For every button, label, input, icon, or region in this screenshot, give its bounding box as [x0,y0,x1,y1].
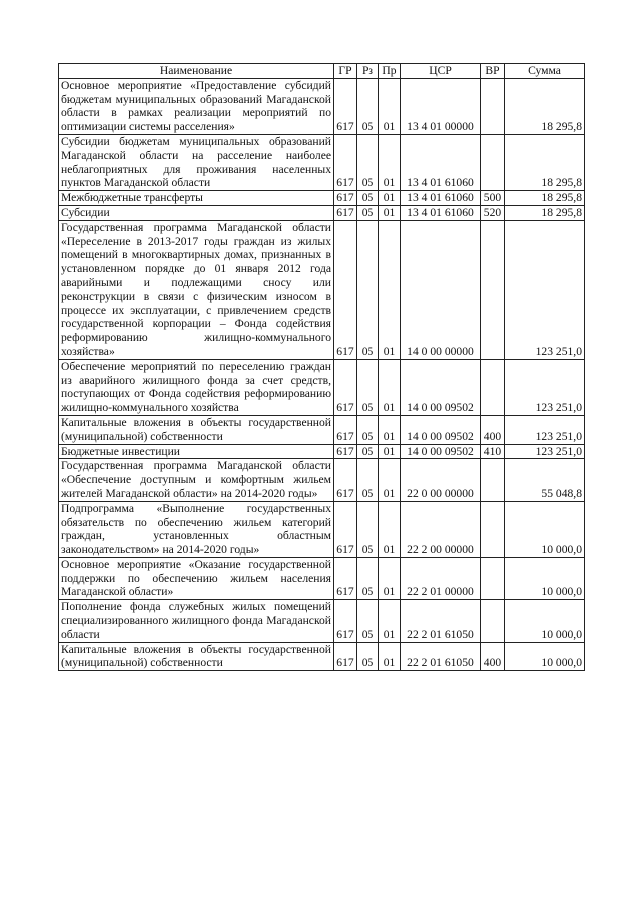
table-row [59,205,585,220]
cell-pr: 01 [379,134,401,190]
cell-rz: 05 [357,459,379,501]
header-vr: ВР [481,64,505,79]
cell-sum: 18 295,8 [505,205,585,220]
cell-vr [481,78,505,134]
cell-name: Субсидии [59,205,334,220]
cell-pr: 01 [379,557,401,599]
cell-csr: 14 0 00 09502 [401,415,481,444]
cell-rz: 05 [357,134,379,190]
cell-vr [481,134,505,190]
cell-sum: 10 000,0 [505,501,585,557]
cell-pr: 01 [379,205,401,220]
cell-sum: 10 000,0 [505,600,585,642]
cell-gr: 617 [334,220,357,359]
cell-csr: 13 4 01 61060 [401,134,481,190]
cell-csr: 14 0 00 09502 [401,444,481,459]
cell-gr: 617 [334,444,357,459]
cell-gr: 617 [334,134,357,190]
cell-pr: 01 [379,444,401,459]
cell-csr: 13 4 01 61060 [401,191,481,206]
cell-name: Межбюджетные трансферты [59,191,334,206]
cell-rz: 05 [357,415,379,444]
cell-vr: 500 [481,191,505,206]
cell-gr: 617 [334,191,357,206]
cell-gr: 617 [334,557,357,599]
cell-csr: 14 0 00 09502 [401,359,481,415]
cell-name: Обеспечение мероприятий по переселению граждан из аварийного жилищного фонда за счет средств, поступающих от Фонда содействия реформированию жилищно-коммунального хозяйства [59,359,334,415]
table-row [59,642,585,671]
cell-gr: 617 [334,205,357,220]
cell-name: Капитальные вложения в объекты государственной (муниципальной) собственности [59,642,334,671]
cell-vr: 400 [481,642,505,671]
cell-csr: 22 2 01 00000 [401,557,481,599]
cell-csr: 13 4 01 61060 [401,205,481,220]
cell-name: Государственная программа Магаданской области «Переселение в 2013-2017 годы граждан из жилых помещений в многоквартирных домах, признанных в установленном порядке до 01 января 2012 года аварийными и подлежащими сносу или реконструкции в связи с физическим износом в процессе их эксплуатации, с привлечением средств государственной корпорации – Фонда содействия реформированию жилищно-коммунального хозяйства» [59,220,334,359]
cell-rz: 05 [357,220,379,359]
cell-sum: 10 000,0 [505,557,585,599]
cell-csr: 13 4 01 00000 [401,78,481,134]
cell-rz: 05 [357,600,379,642]
table-header [59,64,585,79]
table-row [59,600,585,642]
table-body [59,78,585,670]
table-row [59,459,585,501]
cell-vr: 400 [481,415,505,444]
cell-sum: 18 295,8 [505,134,585,190]
table-row [59,134,585,190]
cell-sum: 123 251,0 [505,444,585,459]
header-csr: ЦСР [401,64,481,79]
cell-sum: 123 251,0 [505,359,585,415]
cell-name: Пополнение фонда служебных жилых помещений специализированного жилищного фонда Магаданской области [59,600,334,642]
cell-pr: 01 [379,415,401,444]
cell-pr: 01 [379,78,401,134]
table-row [59,78,585,134]
cell-vr [481,220,505,359]
cell-gr: 617 [334,78,357,134]
cell-rz: 05 [357,557,379,599]
cell-name: Подпрограмма «Выполнение государственных обязательств по обеспечению жильем категорий граждан, установленных областным законодательством» на 2014-2020 годы» [59,501,334,557]
cell-pr: 01 [379,191,401,206]
table-row [59,501,585,557]
cell-rz: 05 [357,205,379,220]
table-row [59,557,585,599]
cell-rz: 05 [357,642,379,671]
cell-vr [481,557,505,599]
budget-table [58,63,585,671]
table-row [59,415,585,444]
cell-gr: 617 [334,359,357,415]
cell-vr: 410 [481,444,505,459]
cell-name: Основное мероприятие «Предоставление субсидий бюджетам муниципальных образований Магаданской области в рамках реализации мероприятий по оптимизации системы расселения» [59,78,334,134]
cell-csr: 14 0 00 00000 [401,220,481,359]
cell-vr [481,600,505,642]
cell-gr: 617 [334,501,357,557]
cell-gr: 617 [334,600,357,642]
cell-pr: 01 [379,459,401,501]
header-rz: Рз [357,64,379,79]
cell-rz: 05 [357,444,379,459]
header-sum: Сумма [505,64,585,79]
cell-csr: 22 2 01 61050 [401,642,481,671]
cell-csr: 22 2 01 61050 [401,600,481,642]
cell-rz: 05 [357,78,379,134]
header-pr: Пр [379,64,401,79]
cell-vr [481,359,505,415]
cell-gr: 617 [334,642,357,671]
header-name: Наименование [59,64,334,79]
cell-sum: 18 295,8 [505,191,585,206]
cell-pr: 01 [379,359,401,415]
cell-vr [481,501,505,557]
cell-csr: 22 2 00 00000 [401,501,481,557]
cell-name: Бюджетные инвестиции [59,444,334,459]
cell-sum: 123 251,0 [505,220,585,359]
cell-pr: 01 [379,600,401,642]
cell-pr: 01 [379,501,401,557]
cell-sum: 10 000,0 [505,642,585,671]
cell-gr: 617 [334,459,357,501]
table-row [59,191,585,206]
cell-rz: 05 [357,359,379,415]
cell-sum: 55 048,8 [505,459,585,501]
table-row [59,444,585,459]
header-gr: ГР [334,64,357,79]
cell-name: Субсидии бюджетам муниципальных образований Магаданской области на расселение наиболее неблагоприятных для проживания населенных пунктов Магаданской области [59,134,334,190]
cell-csr: 22 0 00 00000 [401,459,481,501]
cell-rz: 05 [357,501,379,557]
cell-name: Государственная программа Магаданской области «Обеспечение доступным и комфортным жильем жителей Магаданской области» на 2014-2020 годы» [59,459,334,501]
cell-pr: 01 [379,220,401,359]
table-row [59,359,585,415]
cell-sum: 18 295,8 [505,78,585,134]
cell-vr: 520 [481,205,505,220]
cell-pr: 01 [379,642,401,671]
cell-gr: 617 [334,415,357,444]
cell-name: Основное мероприятие «Оказание государственной поддержки по обеспечению жильем населения Магаданской области» [59,557,334,599]
cell-sum: 123 251,0 [505,415,585,444]
cell-name: Капитальные вложения в объекты государственной (муниципальной) собственности [59,415,334,444]
header-row [59,64,585,79]
cell-rz: 05 [357,191,379,206]
table-row [59,220,585,359]
cell-vr [481,459,505,501]
